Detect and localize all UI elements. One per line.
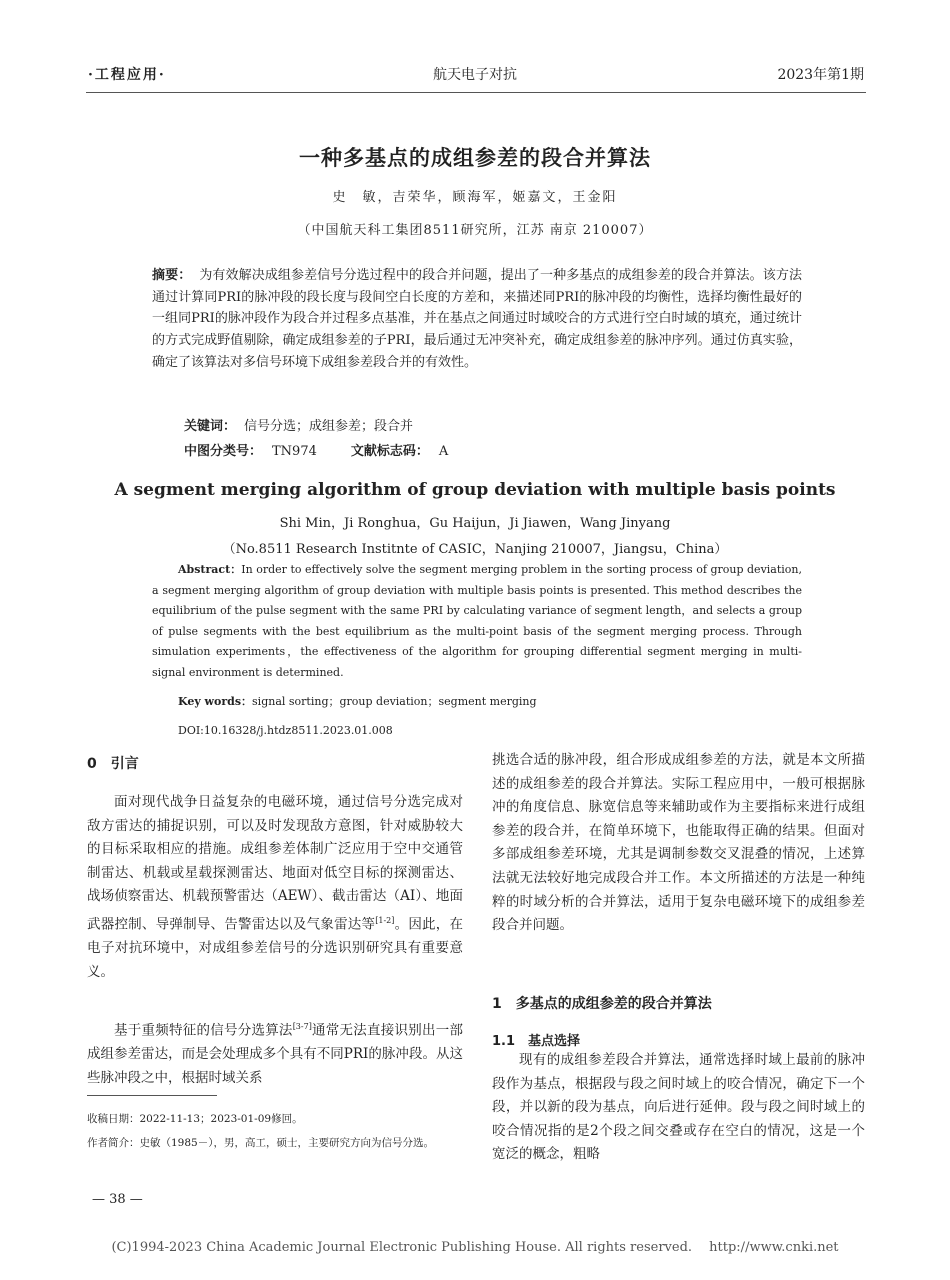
cn-abstract-text: 为有效解决成组参差信号分选过程中的段合并问题，提出了一种多基点的成组参差的段合并算法。该方法通过计算同PRI的脉冲段的段长度与段间空白长度的方差和，来描述同PRI的脉冲段的均衡性，选择均衡性最好的一组同PRI的脉冲段作为段合并过程多点基准，并在基点之间通过时域咬合的方式进行空白时域的填充，通过统计的方式完成野值剔除，确定成组参差的子PRI，最后通过无冲突补充，确定成组参差的脉冲序列。通过仿真实验，确定了该算法对多信号环境下成组参差段合并的有效性。 [152,268,802,370]
cn-keywords-label: 关键词： [184,419,237,434]
english-keywords [178,693,537,709]
header-rule [86,92,866,93]
cn-keywords [184,415,413,434]
english-authors: Shi Min，Ji Ronghua，Gu Haijun，Ji Jiawen，Wang Jinyang [279,516,671,531]
footnote-rule [87,1095,217,1096]
section-0-heading: 0 引言 [87,756,139,772]
citation-3-7[interactable]: [3-7] [292,1022,312,1031]
cn-abstract [152,265,802,374]
english-abstract-label: Abstract： [178,563,242,576]
english-keywords-text: signal sorting；group deviation；segment merging [252,695,537,708]
english-keywords-label: Key words： [178,695,253,708]
authors: 史 敏，吉荣华，顾海军，姬嘉文，王金阳 [332,190,618,205]
cn-keywords-text: 信号分选；成组参差；段合并 [244,419,414,434]
intro-p1-text: 面对现代战争日益复杂的电磁环境，通过信号分选完成对敌方雷达的捕捉识别，可以及时发现敌方意图，针对威胁较大的目标采取相应的措施。成组参差体制广泛应用于空中交通管制雷达、机载或星载探测雷达、地面对低空目标的探测雷达、战场侦察雷达、机载预警雷达（AEW）、截击雷达（AI）、地面武器控制、导弹制导、告警雷达以及气象雷达等 [87,794,463,933]
section-1-1-heading: 1.1 基点选择 [492,1034,581,1049]
intro-paragraph-2 [87,1015,463,1090]
page-number: — 38 — [92,1192,143,1207]
english-abstract [152,560,802,683]
english-abstract-text: In order to effectively solve the segment merging problem in the sorting process of group deviation, a segment merging algorithm of group deviation with multiple basis points is presented. This method describes the equilibrium of the pulse segment with the same PRI by calculating variance of segment length，and selects a group of pulse segments with the best equilibrium as the multi-point basis of the segment merging process. Through simulation experiments，the effectiveness of the algorithm for grouping differential segment merging in multi-signal environment is determined. [152,563,802,679]
intro-p1-end: 。因此，在电子对抗环境中，对成组参差信号的分选识别研究具有重要意义。 [87,916,464,980]
header-journal-name: 航天电子对抗 [433,67,517,83]
clc-label: 中图分类号： [184,444,263,459]
section-1-heading: 1 多基点的成组参差的段合并算法 [492,996,712,1012]
english-title: A segment merging algorithm of group deviation with multiple basis points [114,480,836,500]
intro-paragraph-1 [87,791,463,984]
doc-code-label: 文献标志码： [350,444,429,459]
intro-p2-text: 基于重频特征的信号分选算法 [114,1022,293,1039]
footnote-author-bio: 作者简介：史敏（1985－），男，高工，硕士，主要研究方向为信号分选。 [87,1137,434,1149]
english-affiliation: （No.8511 Research Institnte of CASIC，Nanjing 210007，Jiangsu，China） [222,542,728,557]
paper-title: 一种多基点的成组参差的段合并算法 [299,146,651,170]
copyright-footer: (C)1994-2023 China Academic Journal Electronic Publishing House. All rights reserved. http://www.cnki.net [111,1240,839,1255]
doi[interactable]: DOI:10.16328/j.htdz8511.2023.01.008 [178,724,393,737]
classification [184,440,448,459]
citation-1-2[interactable]: [1-2] [375,915,395,925]
doc-code-value: A [438,444,449,459]
affiliation: （中国航天科工集团8511研究所，江苏 南京 210007） [297,223,653,238]
intro-paragraph-continued: 挑选合适的脉冲段，组合形成成组参差的方法，就是本文所描述的成组参差的段合并算法。实际工程应用中，一般可根据脉冲的角度信息、脉宽信息等来辅助或作为主要指标来进行成组参差的段合并，在简单环境下，也能取得正确的结果。但面对多部成组参差环境，尤其是调制参数交叉混叠的情况，上述算法就无法较好地完成段合并工作。本文所描述的方法是一种纯粹的时域分析的合并算法，适用于复杂电磁环境下的成组参差段合并问题。 [492,752,865,934]
clc-value: TN974 [272,444,317,459]
header-section-tag: ·工程应用· [88,67,166,83]
header-issue: 2023年第1期 [777,67,864,83]
footnote-received: 收稿日期：2022-11-13；2023-01-09修回。 [87,1113,303,1125]
intro-p2-end: 通常无法直接识别出一部成组参差雷达，而是会处理成多个具有不同PRI的脉冲段。从这些脉冲段之中，根据时域关系 [87,1022,464,1086]
cn-abstract-label: 摘要： [152,268,192,283]
section-1-1-paragraph: 现有的成组参差段合并算法，通常选择时域上最前的脉冲段作为基点，根据段与段之间时域上的咬合情况，确定下一个段，并以新的段为基点，向后进行延伸。段与段之间时域上的咬合情况指的是2个段之间交叠或存在空白的情况，这是一个宽泛的概念，粗略 [492,1052,865,1163]
